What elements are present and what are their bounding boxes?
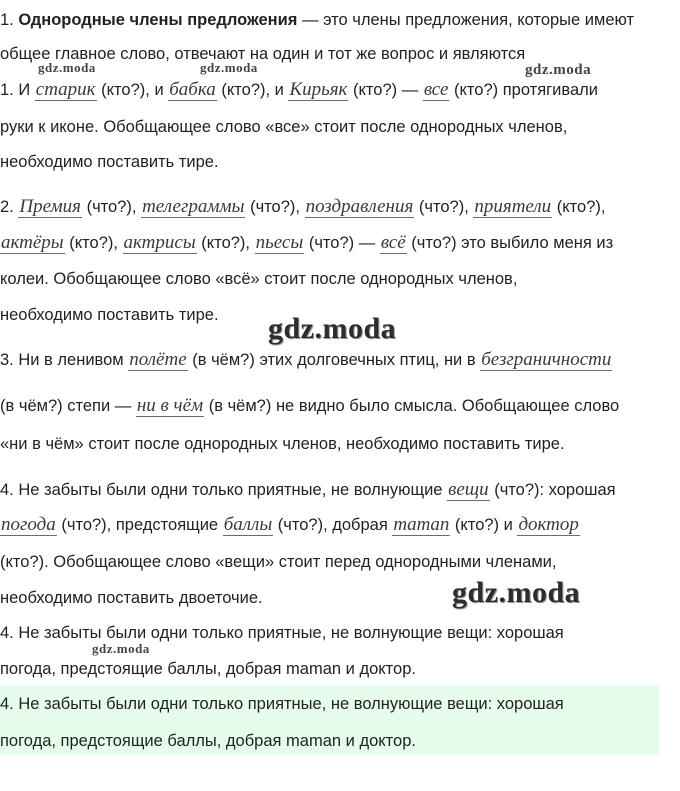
handwritten-word: ни в чём: [136, 395, 204, 416]
handwritten-word: актёры: [1, 232, 64, 253]
handwritten-word: полёте: [129, 349, 187, 370]
p2-line-2: актёры (кто?), актрисы (кто?), пьесы (что?) — всё (что?) это выбило меня из: [1, 232, 614, 253]
handwritten-word: безграничности: [481, 349, 612, 370]
handwritten-word: погода: [1, 514, 56, 535]
p3-line-3: «ни в чём» стоит после однородных членов, необходимо поставить тире.: [0, 435, 565, 453]
watermark-logo: gdz.moda: [200, 60, 258, 75]
handwritten-word: баллы: [223, 514, 273, 535]
handwritten-word: Кирьяк: [289, 79, 348, 100]
handwritten-word: maman: [393, 514, 450, 535]
p4-line-4: необходимо поставить двоеточие.: [0, 589, 263, 607]
watermark-logo: gdz.moda: [452, 576, 581, 609]
handwritten-word: Премия: [19, 196, 81, 217]
handwritten-word: вещи: [448, 479, 489, 500]
term-bold: Однородные члены предложения: [18, 11, 298, 29]
handwritten-word: доктор: [518, 514, 579, 535]
p1-line-5: необходимо поставить тире.: [0, 153, 219, 171]
handwritten-word: всё: [380, 232, 406, 253]
p1-line-1: 1. Однородные члены предложения — это члены предложения, которые имеют: [0, 11, 635, 29]
p6-line-2: погода, предстоящие баллы, добрая maman и доктор.: [0, 732, 416, 750]
p4-line-1: 4. Не забыты были одни только приятные, не волнующие вещи (что?): хорошая: [0, 479, 616, 500]
watermark-logo: gdz.moda: [38, 60, 96, 75]
p6-line-1: 4. Не забыты были одни только приятные, не волнующие вещи: хорошая: [0, 695, 564, 713]
watermark-logo: gdz.moda: [268, 312, 397, 345]
p1-line-2: общее главное слово, отвечают на один и тот же вопрос и являются: [0, 45, 526, 63]
p2-line-1: 2. Премия (что?), телеграммы (что?), поздравления (что?), приятели (кто?),: [0, 196, 606, 217]
handwritten-word: все: [423, 79, 449, 100]
watermark-logo: gdz.moda: [92, 641, 150, 656]
p3-line-2: (в чём?) степи — ни в чём (в чём?) не видно было смысла. Обобщающее слово: [0, 395, 620, 416]
watermark-logo: gdz.moda: [525, 62, 592, 78]
p1-line-3: 1. И старик (кто?), и бабка (кто?), и Кирьяк (кто?) — все (кто?) протягивали: [0, 79, 598, 100]
handwritten-word: приятели: [474, 196, 552, 217]
p5-line-1: 4. Не забыты были одни только приятные, не волнующие вещи: хорошая: [0, 624, 564, 642]
p4-line-2: погода (что?), предстоящие баллы (что?), добрая maman (кто?) и доктор: [1, 514, 579, 535]
handwritten-word: актрисы: [123, 232, 196, 253]
handwritten-word: телеграммы: [142, 196, 245, 217]
handwritten-word: поздравления: [305, 196, 414, 217]
p2-line-4: необходимо поставить тире.: [0, 306, 219, 324]
p5-line-2: погода, предстоящие баллы, добрая maman и доктор.: [0, 660, 416, 678]
handwritten-word: старик: [35, 79, 96, 100]
p3-line-1: 3. Ни в ленивом полёте (в чём?) этих долговечных птиц, ни в безграничности: [0, 349, 612, 370]
p2-line-3: колеи. Обобщающее слово «всё» стоит после однородных членов,: [0, 270, 518, 288]
handwritten-word: пьесы: [255, 232, 304, 253]
handwritten-word: бабка: [169, 79, 216, 100]
p4-line-3: (кто?). Обобщающее слово «вещи» стоит перед однородными членами,: [0, 553, 557, 571]
p1-line-4: руки к иконе. Обобщающее слово «все» стоит после однородных членов,: [0, 118, 568, 136]
